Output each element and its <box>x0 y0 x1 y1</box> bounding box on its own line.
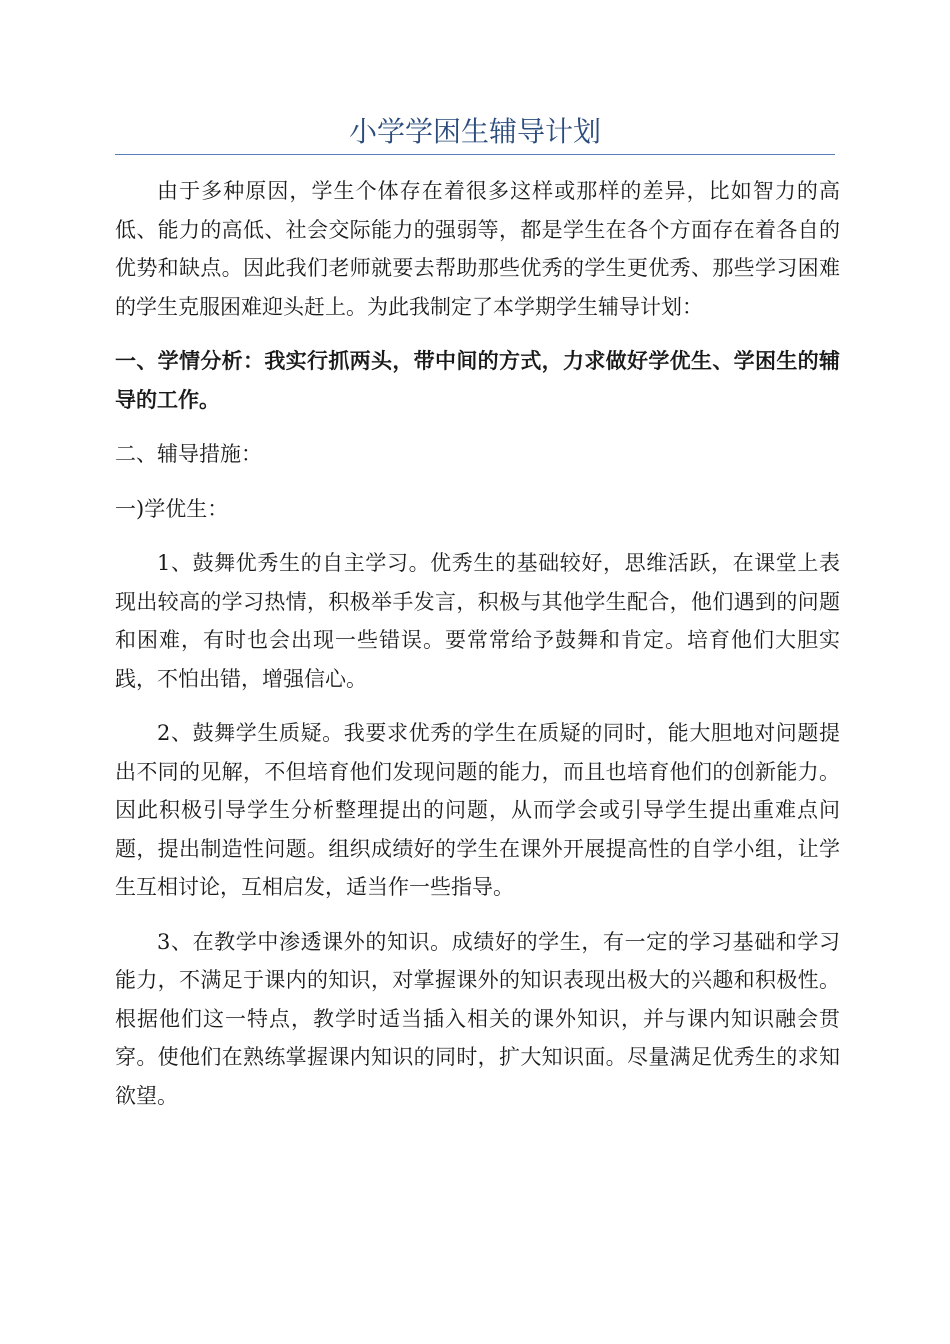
measure-paragraph-2: 2、鼓舞学生质疑。我要求优秀的学生在质疑的同时，能大胆地对问题提出不同的见解，不但培育他们发现问题的能力，而且也培育他们的创新能力。因此积极引导学生分析整理提出的问题，从而学会或引导学生提出重难点问题，提出制造性问题。组织成绩好的学生在课外开展提高性的自学小组，让学生互相讨论，互相启发，适当作一些指导。 <box>115 721 840 899</box>
intro-paragraph: 由于多种原因，学生个体存在着很多这样或那样的差异，比如智力的高低、能力的高低、社会交际能力的强弱等，都是学生在各个方面存在着各自的优势和缺点。因此我们老师就要去帮助那些优秀的学生更优秀、那些学习困难的学生克服困难迎头赶上。为此我制定了本学期学生辅导计划： <box>115 179 840 319</box>
section-heading-analysis: 一、学情分析：我实行抓两头，带中间的方式，力求做好学优生、学困生的辅导的工作。 <box>115 348 840 412</box>
measure-paragraph-1: 1、鼓舞优秀生的自主学习。优秀生的基础较好，思维活跃，在课堂上表现出较高的学习热情，积极举手发言，积极与其他学生配合，他们遇到的问题和困难，有时也会出现一些错误。要常常给予鼓舞和肯定。培育他们大胆实践，不怕出错，增强信心。 <box>115 551 840 691</box>
document-title: 小学学困生辅导计划 <box>348 115 601 148</box>
measure-paragraph-3: 3、在教学中渗透课外的知识。成绩好的学生，有一定的学习基础和学习能力，不满足于课内的知识，对掌握课外的知识表现出极大的兴趣和积极性。根据他们这一特点，教学时适当插入相关的课外知识，并与课内知识融会贯穿。使他们在熟练掌握课内知识的同时，扩大知识面。尽量满足优秀生的求知欲望。 <box>115 929 840 1108</box>
section-heading-measures: 二、辅导措施： <box>115 442 262 466</box>
title-underline <box>115 154 835 155</box>
document-body <box>115 172 840 1131</box>
subsection-heading-top-students: 一)学优生： <box>115 496 229 521</box>
